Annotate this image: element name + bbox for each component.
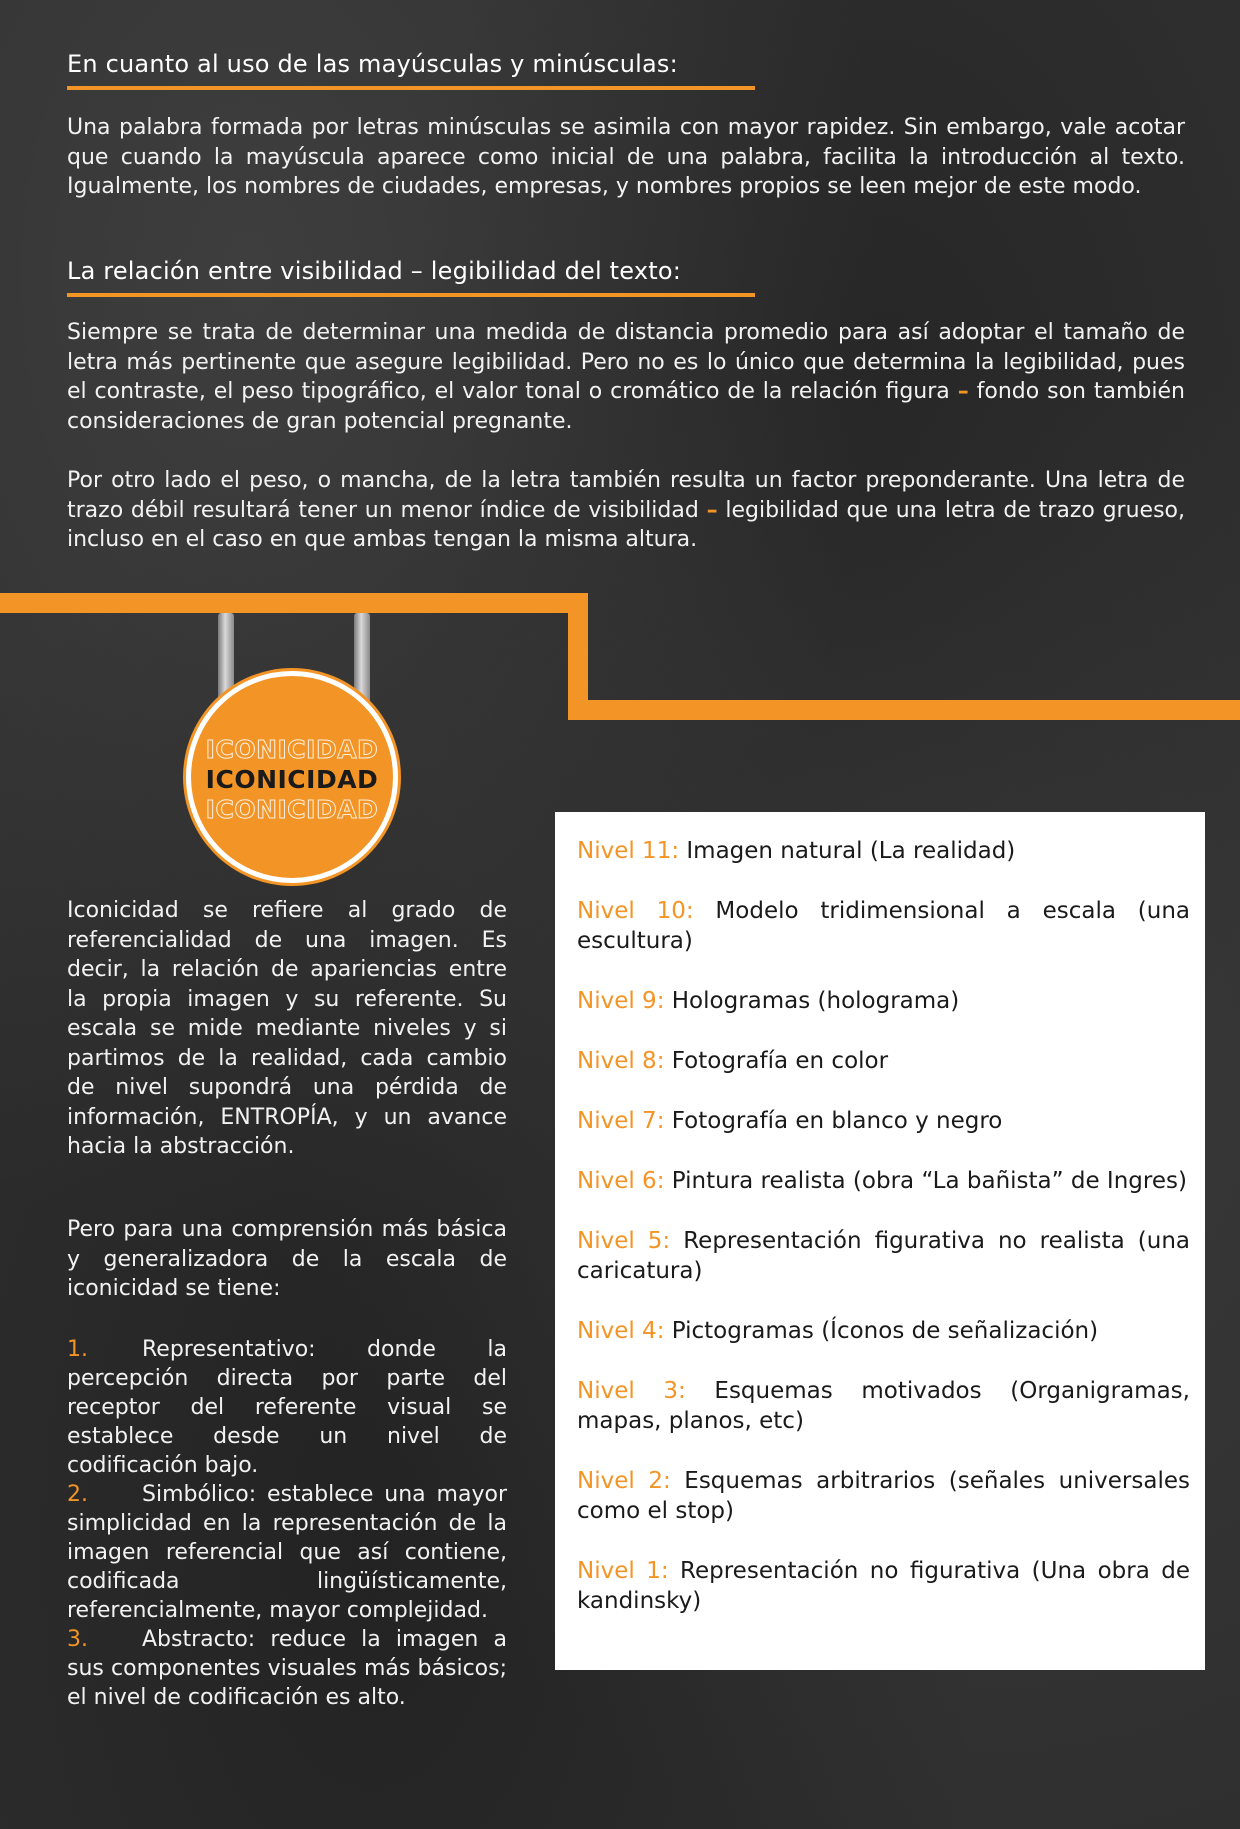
level-label: Nivel 11:	[577, 838, 680, 864]
level-text: Modelo tridimensional a escala (una escultura)	[577, 898, 1191, 954]
level-label: Nivel 2:	[577, 1468, 671, 1494]
level-label: Nivel 8:	[577, 1048, 665, 1074]
list-item	[67, 1480, 507, 1625]
paragraph-text: fondo son también consideraciones de gran potencial pregnante.	[67, 379, 1185, 434]
level-text: Esquemas arbitrarios (señales universales como el stop)	[577, 1468, 1190, 1524]
level-item	[577, 1556, 1190, 1616]
orange-band-top	[0, 593, 588, 613]
list-number: 3.	[67, 1627, 88, 1652]
level-item	[577, 1376, 1190, 1436]
heading-underline	[67, 293, 755, 297]
level-item	[577, 836, 1190, 866]
paragraph-mayusculas: Una palabra formada por letras minúsculas se asimila con mayor rapidez. Sin embargo, vale acotar que cuando la mayúscula aparece como inicial de una palabra, facilita la introducción al texto. Igualmente, los nombres de ciudades, empresas, y nombres propios se leen mejor de este modo.	[67, 115, 1185, 199]
level-item	[577, 1046, 1190, 1076]
level-label: Nivel 10:	[577, 898, 694, 924]
level-item	[577, 1226, 1190, 1286]
level-text: Pintura realista (obra “La bañista” de Ingres)	[671, 1168, 1187, 1194]
list-text: Simbólico: establece una mayor simplicidad en la representación de la imagen referencial que así contiene, codificada lingüísticamente, referencialmente, mayor complejidad.	[67, 1482, 507, 1623]
level-label: Nivel 4:	[577, 1318, 665, 1344]
paragraph-visibilidad-1	[67, 318, 1185, 436]
level-item	[577, 1166, 1190, 1196]
level-item	[577, 1466, 1190, 1526]
level-label: Nivel 7:	[577, 1108, 665, 1134]
level-item	[577, 986, 1190, 1016]
level-item	[577, 1106, 1190, 1136]
level-item	[577, 896, 1190, 956]
heading-underline	[67, 86, 755, 90]
iconicidad-types-list	[67, 1335, 507, 1712]
level-label: Nivel 1:	[577, 1558, 669, 1584]
level-label: Nivel 9:	[577, 988, 665, 1014]
badge-ghost-title: ICONICIDAD	[205, 795, 379, 824]
level-text: Fotografía en color	[671, 1048, 889, 1074]
list-number: 1.	[67, 1337, 88, 1362]
level-text: Pictogramas (Íconos de señalización)	[671, 1318, 1099, 1344]
iconicidad-lead: Pero para una comprensión más básica y generalizadora de la escala de iconicidad se tiene:	[67, 1217, 507, 1301]
level-text: Esquemas motivados (Organigramas, mapas, planos, etc)	[577, 1378, 1190, 1434]
dash-mark: –	[957, 379, 969, 404]
heading-visibilidad: La relación entre visibilidad – legibilidad del texto:	[67, 257, 682, 285]
list-item	[67, 1625, 507, 1712]
level-text: Representación no figurativa (Una obra de kandinsky)	[577, 1558, 1190, 1614]
orange-band-bottom	[568, 700, 1240, 720]
level-label: Nivel 6:	[577, 1168, 665, 1194]
iconicity-levels-box	[555, 812, 1205, 1670]
list-text: Abstracto: reduce la imagen a sus componentes visuales más básicos; el nivel de codificación es alto.	[67, 1627, 507, 1710]
badge-ghost-title: ICONICIDAD	[205, 735, 379, 764]
level-text: Fotografía en blanco y negro	[671, 1108, 1003, 1134]
paragraph-text: Siempre se trata de determinar una medida de distancia promedio para así adoptar el tamaño de letra más pertinente que asegure legibilidad. Pero no es lo único que determina la legibilidad, pues el contraste, el peso tipográfico, el valor tonal o cromático de la relación figura	[67, 320, 1185, 404]
level-item	[577, 1316, 1190, 1346]
paragraph-text: legibilidad que una letra de trazo grueso, incluso en el caso en que ambas tengan la misma altura.	[67, 497, 1185, 552]
dash-mark: –	[706, 497, 718, 523]
list-number: 2.	[67, 1482, 88, 1507]
level-label: Nivel 5:	[577, 1228, 671, 1254]
heading-mayusculas: En cuanto al uso de las mayúsculas y minúsculas:	[67, 50, 678, 78]
level-label: Nivel 3:	[577, 1378, 686, 1404]
badge-title: ICONICIDAD	[205, 765, 379, 794]
list-text: Representativo: donde la percepción directa por parte del receptor del referente visual se establece desde un nivel de codificación bajo.	[67, 1337, 507, 1478]
iconicidad-intro: Iconicidad se refiere al grado de referencialidad de una imagen. Es decir, la relación de apariencias entre la propia imagen y su referente. Su escala se mide mediante niveles y si partimos de la realidad, cada cambio de nivel supondrá una pérdida de información, ENTROPÍA, y un avance hacia la abstracción.	[67, 898, 507, 1159]
paragraph-text: Por otro lado el peso, o mancha, de la letra también resulta un factor preponderante. Una letra de trazo débil resultará tener un menor índice de visibilidad	[67, 468, 1185, 523]
level-text: Representación figurativa no realista (una caricatura)	[577, 1228, 1190, 1284]
paragraph-visibilidad-2	[67, 466, 1185, 555]
level-text: Hologramas (holograma)	[671, 988, 960, 1014]
level-text: Imagen natural (La realidad)	[686, 838, 1016, 864]
iconicidad-badge	[186, 671, 398, 883]
list-item	[67, 1335, 507, 1480]
